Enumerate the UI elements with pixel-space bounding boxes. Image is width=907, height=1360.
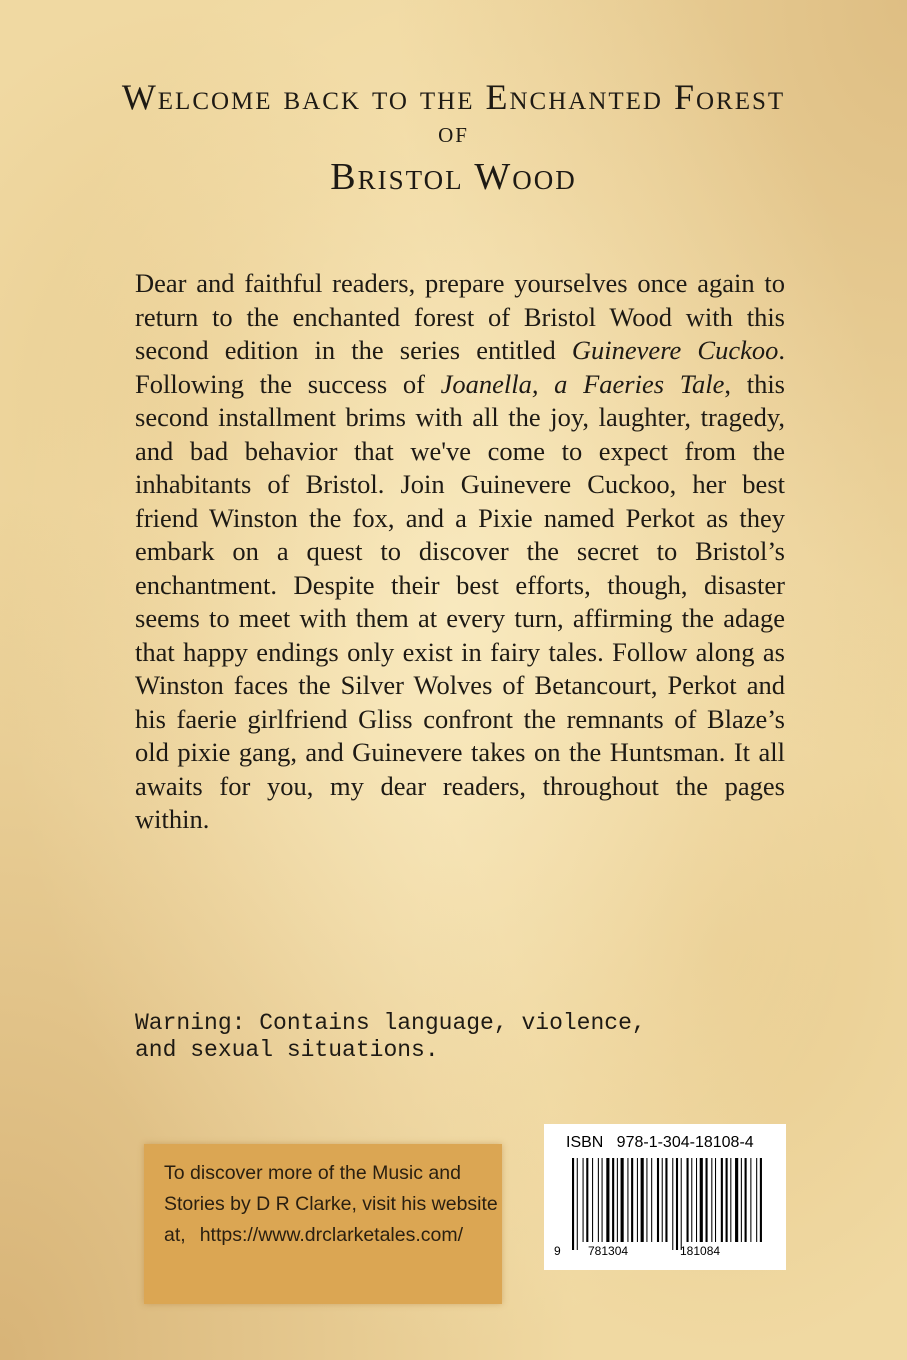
barcode-bar [657,1158,659,1242]
barcode-bar [700,1158,703,1242]
barcode-bar [592,1158,593,1242]
barcode-bar [617,1158,618,1242]
barcode-bar [756,1158,757,1242]
barcode-bar [706,1158,708,1242]
promo-line-2: Stories by D R Clarke, visit his website [164,1193,498,1215]
barcode-digit-lead: 9 [554,1244,561,1258]
promo-line-3 [164,1220,494,1251]
isbn-barcode [544,1124,786,1270]
barcode-bar [665,1158,667,1242]
barcode-bar [572,1158,574,1250]
barcode-bar [745,1158,747,1242]
barcode-bar [651,1158,652,1242]
barcode-bar [726,1158,728,1242]
barcode-bar [586,1158,588,1242]
barcode-bar [612,1158,614,1242]
barcode-bar [676,1158,678,1250]
barcode-bar [621,1158,624,1242]
book-blurb [135,267,785,837]
barcode-bar [711,1158,712,1242]
author-promo-box [144,1144,502,1304]
barcode-bar [637,1158,638,1242]
blurb-text-1: Dear and faithful readers, prepare yourselves once again to return to the enchanted forest of Bristol Wood with this second edition in the series entitled [135,268,785,365]
barcode-bar [646,1158,647,1242]
barcode-bar [715,1158,716,1242]
blurb-text-3: , this second installment brims with all the joy, laughter, tragedy, and bad behavior that we've come to expect from the inhabitants of Bristol. Join Guinevere Cuckoo, her best friend Winston the fox, and a Pixie named Perkot as they embark on a quest to discover the secret to Bristol’s enchantment. Despite their best efforts, though, disaster seems to meet with them at every turn, affirming the adage that happy endings only exist in fairy tales. Follow along as Winston faces the Silver Wolves of Betancourt, Perkot and his faerie girlfriend Gliss confront the remnants of Blaze’s old pixie gang, and Guinevere takes on the Huntsman. It all awaits for you, my dear readers, throughout the pages within. [135,368,785,834]
barcode-bar [602,1158,603,1242]
barcode-bar [583,1158,584,1242]
blurb-text-2: . Following the success of [135,335,786,399]
blurb-book-title-1: Guinevere Cuckoo [571,335,779,365]
barcode-bar [577,1158,578,1250]
barcode-bars [566,1158,766,1254]
barcode-bar [750,1158,751,1242]
barcode-bar [741,1158,742,1242]
barcode-digits [544,1242,786,1262]
barcode-bar [641,1158,644,1242]
back-cover-title [0,78,907,200]
barcode-digits-right: 181084 [680,1244,721,1258]
title-line-3: Bristol Wood [330,156,577,198]
barcode-bar [606,1158,609,1242]
barcode-digits-left: 781304 [588,1244,629,1258]
promo-line-1: To discover more of the Music and [164,1162,461,1184]
barcode-bar [687,1158,689,1242]
website-link[interactable]: https://www.drclarketales.com/ [199,1224,464,1246]
barcode-bar [691,1158,692,1242]
title-line-1: Welcome back to the Enchanted Forest [121,77,786,117]
barcode-bar [598,1158,599,1242]
barcode-bar [735,1158,738,1242]
barcode-bar [672,1158,673,1250]
barcode-bar [627,1158,628,1242]
barcode-bar [631,1158,633,1242]
blurb-book-title-2: Joanella, a Faeries Tale [440,368,725,399]
promo-line-3-prefix: at, [164,1224,186,1246]
barcode-bar [721,1158,723,1242]
isbn-label: ISBN 978-1-304-18108-4 [566,1134,754,1151]
barcode-bar [760,1158,762,1242]
content-warning: Warning: Contains language, violence, and sexual situations. [135,1010,646,1063]
barcode-bar [662,1158,663,1242]
barcode-bar [681,1158,682,1250]
barcode-bar [730,1158,731,1242]
barcode-bar [696,1158,697,1242]
title-line-2: of [438,116,469,149]
promo-text [164,1158,498,1251]
